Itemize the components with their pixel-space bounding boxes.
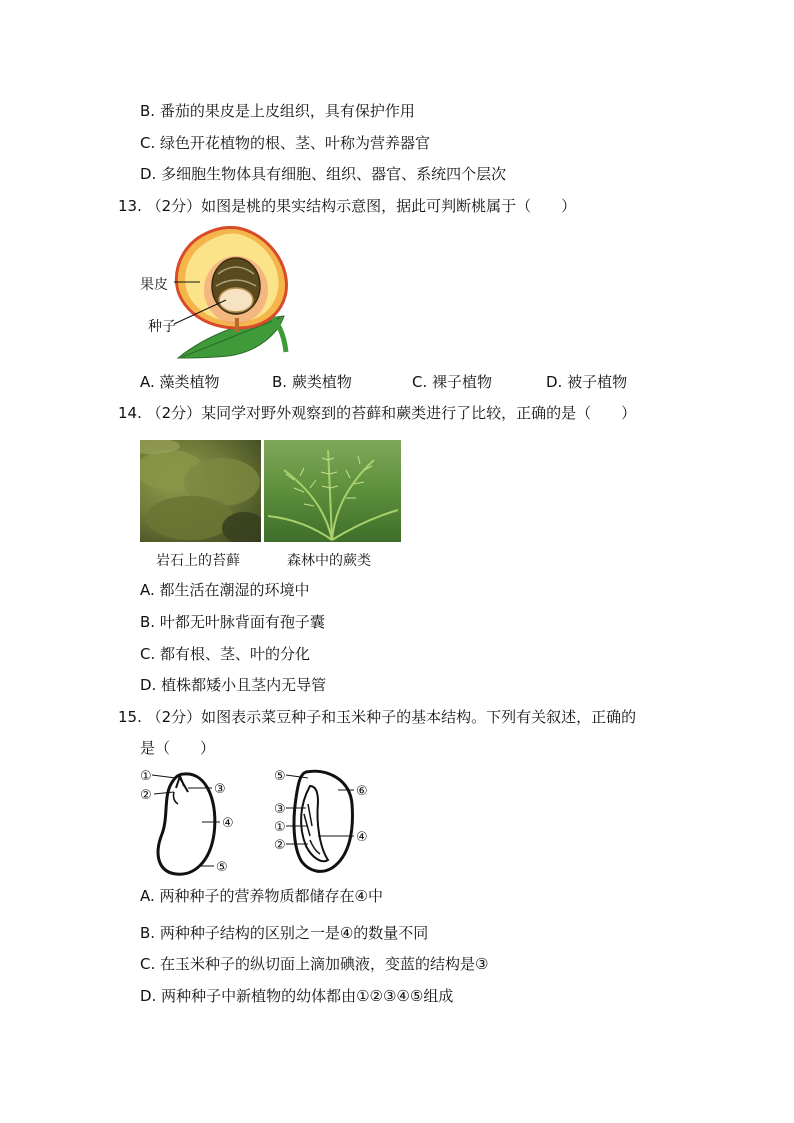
corn-label-6: ⑥ xyxy=(356,784,368,799)
q14-option-a: A. 都生活在潮湿的环境中 xyxy=(140,581,310,599)
q15-option-b: B. 两种种子结构的区别之一是④的数量不同 xyxy=(140,924,429,942)
peach-fruit-diagram xyxy=(138,224,298,364)
q15-option-c: C. 在玉米种子的纵切面上滴加碘液，变蓝的结构是③ xyxy=(140,955,489,973)
bean-label-5: ⑤ xyxy=(216,860,228,875)
q12-option-c: C. 绿色开花植物的根、茎、叶称为营养器官 xyxy=(140,134,431,152)
q14-option-b: B. 叶都无叶脉背面有孢子囊 xyxy=(140,613,325,631)
bean-label-2: ② xyxy=(140,788,152,803)
seed-label: 种子 xyxy=(148,319,176,335)
q12-option-b: B. 番茄的果皮是上皮组织，具有保护作用 xyxy=(140,102,415,120)
q13-stem: 13. （2分）如图是桃的果实结构示意图，据此可判断桃属于（ ） xyxy=(118,197,577,215)
q15-stem-line1: 15. （2分）如图表示菜豆种子和玉米种子的基本结构。下列有关叙述，正确的 xyxy=(118,708,637,726)
q13-option-d: D. 被子植物 xyxy=(546,373,628,391)
q15-option-a: A. 两种种子的营养物质都储存在④中 xyxy=(140,887,383,905)
q15-option-d: D. 两种种子中新植物的幼体都由①②③④⑤组成 xyxy=(140,987,454,1005)
q13-option-b: B. 蕨类植物 xyxy=(272,373,352,391)
moss-photo xyxy=(140,440,261,542)
peach-seed xyxy=(219,288,253,312)
q14-option-c: C. 都有根、茎、叶的分化 xyxy=(140,645,311,663)
corn-label-1: ① xyxy=(274,820,286,835)
q13-option-a: A. 藻类植物 xyxy=(140,373,220,391)
corn-label-3: ③ xyxy=(274,802,286,817)
q14-option-d: D. 植株都矮小且茎内无导管 xyxy=(140,676,327,694)
corn-label-5: ⑤ xyxy=(274,769,286,784)
fern-caption: 森林中的蕨类 xyxy=(287,553,371,569)
bean-label-1: ① xyxy=(140,769,152,784)
q15-stem-line2: 是（ ） xyxy=(140,739,216,757)
peach-stem xyxy=(235,318,239,332)
bean-label-3: ③ xyxy=(214,782,226,797)
q12-option-d: D. 多细胞生物体具有细胞、组织、器官、系统四个层次 xyxy=(140,165,507,183)
fern-photo xyxy=(264,440,401,542)
moss-caption: 岩石上的苔藓 xyxy=(156,553,240,569)
corn-label-2: ② xyxy=(274,838,286,853)
corn-seed-diagram xyxy=(270,764,380,874)
bean-seed-diagram xyxy=(136,764,246,882)
q13-option-c: C. 裸子植物 xyxy=(412,373,493,391)
q14-stem: 14. （2分）某同学对野外观察到的苔藓和蕨类进行了比较，正确的是（ ） xyxy=(118,404,637,422)
bean-label-4: ④ xyxy=(222,816,234,831)
pericarp-label: 果皮 xyxy=(140,277,168,293)
corn-label-4: ④ xyxy=(356,830,368,845)
